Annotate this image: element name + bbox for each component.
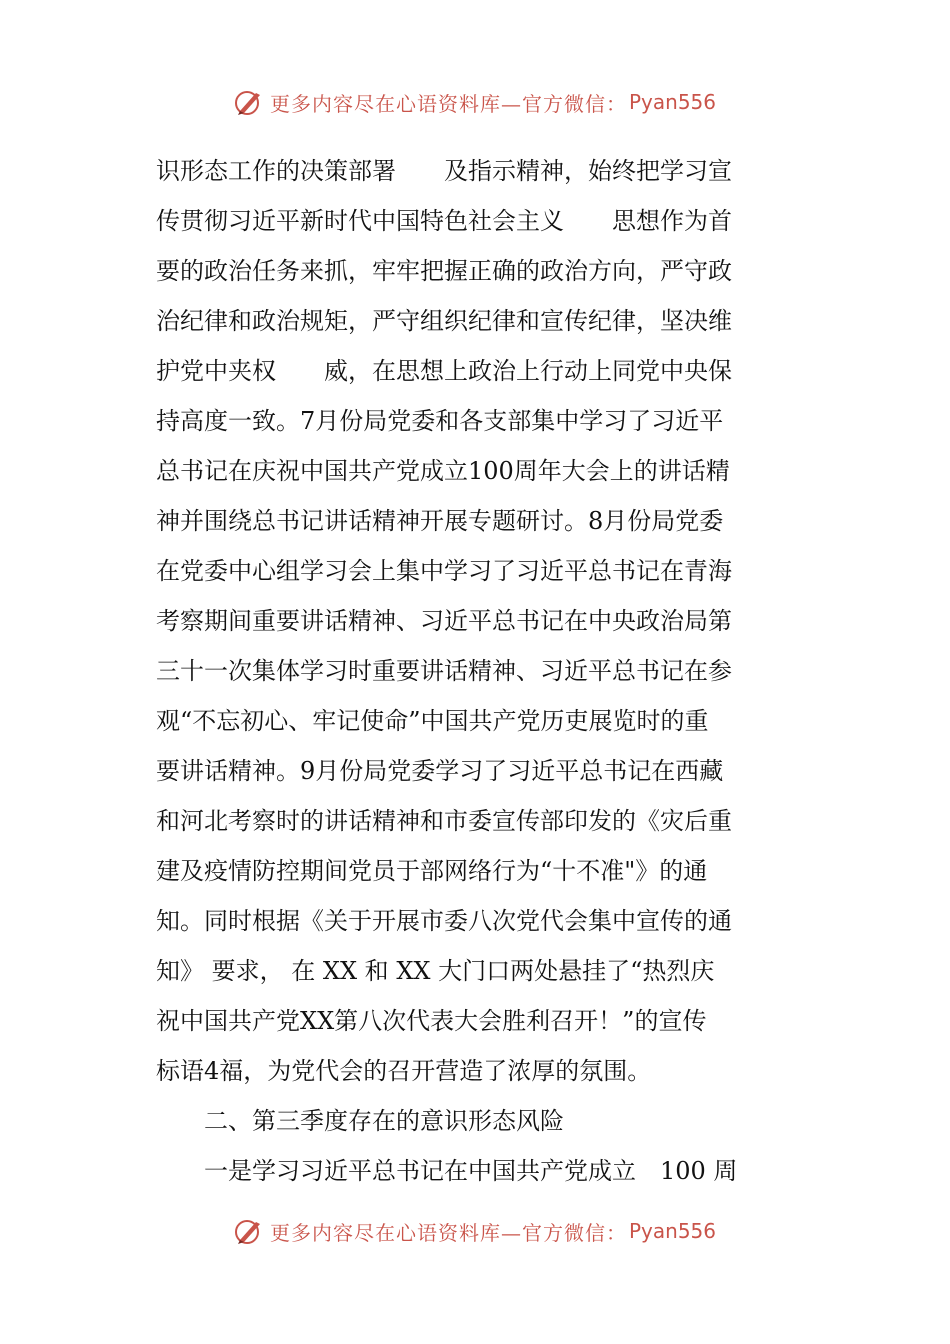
text-line: 识形态工作的决策部署 及指示精神，始终把学习宣	[156, 157, 732, 185]
text-line: 知》 要求， 在 XX 和 XX 大门口两处悬挂了“热烈庆	[156, 957, 715, 985]
text-line: 祝中国共产党XX第八次代表大会胜利召开！”的宣传	[156, 1007, 707, 1035]
text-line: 护党中夹权 威，在思想上政治上行动上同党中央保	[156, 357, 732, 385]
text-line: 要的政治任务来抓，牢牢把握正确的政治方向，严守政	[156, 257, 732, 285]
section-heading: 二、第三季度存在的意识形态风险	[204, 1107, 564, 1135]
text-line: 一是学习习近平总书记在中国共产党成立 100 周	[204, 1157, 738, 1185]
text-line: 考察期间重要讲话精神、习近平总书记在中央政治局第	[156, 607, 732, 635]
text-line: 建及疫情防控期间党员于部网络行为“十不准"》的通	[156, 857, 708, 885]
text-line: 神并围绕总书记讲话精神开展专题研讨。8月份局党委	[156, 507, 724, 535]
watermark-wechat-id: Pyan556	[628, 1219, 716, 1243]
watermark-wechat-id: Pyan556	[628, 90, 716, 114]
text-line: 要讲话精神。9月份局党委学习了习近平总书记在西藏	[156, 757, 724, 785]
pen-circle-icon	[234, 87, 264, 117]
text-line: 治纪律和政治规矩，严守组织纪律和宣传纪律，坚决维	[156, 307, 732, 335]
text-line: 和河北考察时的讲话精神和市委宣传部印发的《灾后重	[156, 807, 732, 835]
footer-watermark	[0, 1213, 950, 1249]
text-line: 观“不忘初心、牢记使命”中国共产党历吏展览时的重	[156, 707, 709, 735]
watermark-text: 更多内容尽在心语资料库—官方微信：	[269, 91, 627, 116]
pen-circle-icon	[234, 1216, 264, 1246]
text-line: 传贯彻习近平新时代中国特色社会主义 思想作为首	[156, 207, 732, 235]
text-line: 总书记在庆祝中国共产党成立100周年大会上的讲话精	[156, 457, 730, 485]
text-line: 持高度一致。7月份局党委和各支部集中学习了习近平	[156, 407, 724, 435]
text-line: 在党委中心组学习会上集中学习了习近平总书记在青海	[156, 557, 732, 585]
header-watermark	[0, 84, 950, 120]
watermark-text: 更多内容尽在心语资料库—官方微信：	[269, 1220, 627, 1245]
text-line: 三十一次集体学习时重要讲话精神、习近平总书记在参	[156, 657, 732, 685]
text-line: 知。同时根据《关于开展市委八次党代会集中宣传的通	[156, 907, 732, 935]
text-line: 标语4福，为党代会的召开营造了浓厚的氛围。	[156, 1057, 652, 1085]
document-body	[156, 146, 796, 1196]
